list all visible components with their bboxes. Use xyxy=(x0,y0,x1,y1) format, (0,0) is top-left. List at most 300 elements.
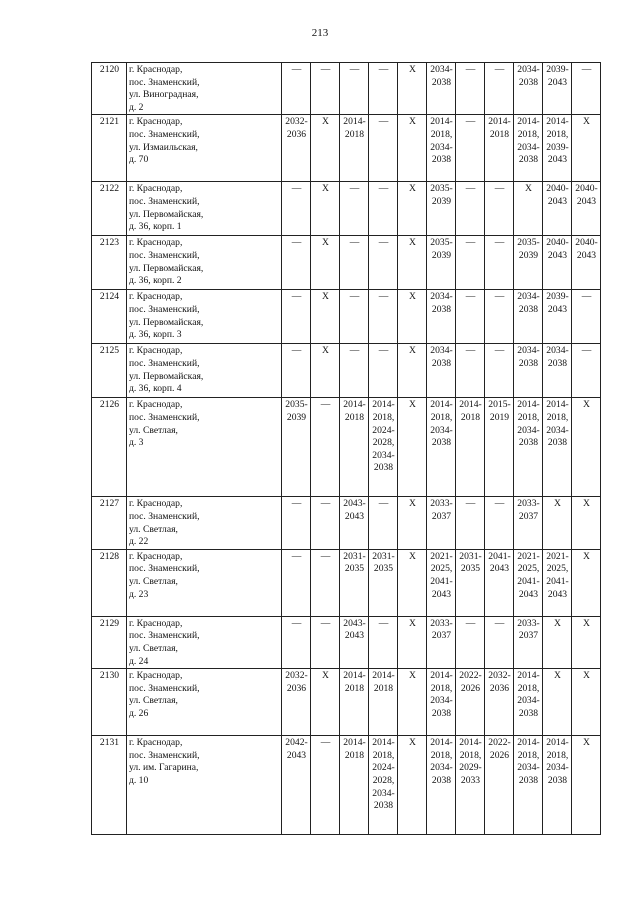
term-cell-3 xyxy=(340,398,369,497)
term-cell-6 xyxy=(427,182,456,236)
cell-value: 2014- xyxy=(372,399,395,411)
cell-value: X xyxy=(409,64,416,75)
table-row xyxy=(92,669,601,736)
cell-value: 2038 xyxy=(373,462,394,474)
term-cell-11 xyxy=(572,236,601,290)
cell-value: X xyxy=(409,345,416,357)
term-cell-8 xyxy=(485,549,514,616)
cell-value: — xyxy=(291,345,302,357)
cell-value: 2037 xyxy=(518,510,539,522)
cell-value: 2038 xyxy=(431,76,452,88)
cell-value: 2018, xyxy=(459,749,482,761)
row-number: 2131 xyxy=(92,736,127,835)
term-cell-2 xyxy=(311,182,340,236)
term-cell-9 xyxy=(514,182,543,236)
cell-value: — xyxy=(320,399,331,411)
term-cell-1 xyxy=(282,236,311,290)
term-cell-8 xyxy=(485,398,514,497)
cell-value: 2025, xyxy=(546,563,569,575)
cell-value: 2037 xyxy=(431,630,452,642)
term-cell-5 xyxy=(398,616,427,668)
cell-value: 2038 xyxy=(431,357,452,369)
table-row xyxy=(92,549,601,616)
row-number: 2125 xyxy=(92,344,127,398)
table-row xyxy=(92,290,601,344)
term-cell-6 xyxy=(427,736,456,835)
cell-value: 2034- xyxy=(430,345,453,357)
term-cell-9 xyxy=(514,398,543,497)
cell-value: 2034- xyxy=(517,141,540,153)
term-cell-4 xyxy=(369,236,398,290)
cell-value: 2034- xyxy=(430,291,453,303)
cell-value: 2043 xyxy=(547,588,568,600)
term-cell-6 xyxy=(427,669,456,736)
term-cell-1 xyxy=(282,115,311,182)
term-cell-5 xyxy=(398,290,427,344)
term-cell-7 xyxy=(456,549,485,616)
cell-value: 2039 xyxy=(431,249,452,261)
term-cell-9 xyxy=(514,290,543,344)
cell-value: 2014- xyxy=(488,116,511,128)
cell-value: 2018 xyxy=(344,411,365,423)
cell-value: 2032- xyxy=(285,670,308,682)
term-cell-6 xyxy=(427,398,456,497)
address-line: пос. Знаменский, xyxy=(129,128,200,140)
cell-value: 2034- xyxy=(372,787,395,799)
address-line: пос. Знаменский, xyxy=(129,76,200,88)
term-cell-1 xyxy=(282,398,311,497)
cell-value: 2031- xyxy=(343,550,366,562)
term-cell-3 xyxy=(340,549,369,616)
cell-value: 2014- xyxy=(459,399,482,411)
term-cell-4 xyxy=(369,63,398,115)
term-cell-9 xyxy=(514,616,543,668)
address-line: г. Краснодар, xyxy=(129,237,183,249)
term-cell-7 xyxy=(456,669,485,736)
term-cell-5 xyxy=(398,549,427,616)
term-cell-5 xyxy=(398,182,427,236)
address-line: пос. Знаменский, xyxy=(129,630,200,642)
address-line: д. 36, корп. 1 xyxy=(129,221,182,233)
term-cell-2 xyxy=(311,63,340,115)
cell-value: X xyxy=(583,737,590,749)
address-line: д. 22 xyxy=(129,536,149,548)
term-cell-1 xyxy=(282,63,311,115)
term-cell-6 xyxy=(427,344,456,398)
cell-value: 2035- xyxy=(517,237,540,249)
cell-value: 2018 xyxy=(373,682,394,694)
cell-value: 2043 xyxy=(547,76,568,88)
term-cell-2 xyxy=(311,115,340,182)
term-cell-7 xyxy=(456,63,485,115)
cell-value: 2014- xyxy=(343,737,366,749)
term-cell-3 xyxy=(340,115,369,182)
address-cell xyxy=(127,290,282,344)
cell-value: 2014- xyxy=(430,737,453,749)
cell-value: 2014- xyxy=(517,670,540,682)
cell-value: X xyxy=(322,183,329,195)
cell-value: — xyxy=(291,64,302,75)
cell-value: — xyxy=(494,64,505,75)
address-line: г. Краснодар, xyxy=(129,64,183,75)
cell-value: — xyxy=(494,291,505,303)
cell-value: 2034- xyxy=(517,291,540,303)
term-cell-2 xyxy=(311,549,340,616)
cell-value: 2014- xyxy=(459,737,482,749)
cell-value: 2043- xyxy=(343,498,366,510)
address-line: г. Краснодар, xyxy=(129,399,183,411)
address-line: г. Краснодар, xyxy=(129,617,183,629)
address-line: г. Краснодар, xyxy=(129,116,183,128)
cell-value: — xyxy=(378,64,389,75)
term-cell-1 xyxy=(282,344,311,398)
cell-value: 2021- xyxy=(517,550,540,562)
address-line: д. 2 xyxy=(129,101,144,113)
address-line: пос. Знаменский, xyxy=(129,411,200,423)
cell-value: 2034- xyxy=(430,141,453,153)
cell-value: X xyxy=(409,550,416,562)
row-number: 2127 xyxy=(92,497,127,549)
term-cell-11 xyxy=(572,549,601,616)
cell-value: 2018, xyxy=(517,749,540,761)
cell-value: — xyxy=(320,498,331,510)
cell-value: 2038 xyxy=(518,303,539,315)
cell-value: 2018 xyxy=(344,749,365,761)
term-cell-3 xyxy=(340,616,369,668)
address-line: ул. Светлая, xyxy=(129,642,178,654)
term-cell-3 xyxy=(340,236,369,290)
term-cell-4 xyxy=(369,497,398,549)
cell-value: 2025, xyxy=(430,563,453,575)
cell-value: 2043 xyxy=(547,249,568,261)
cell-value: — xyxy=(581,291,592,303)
term-cell-2 xyxy=(311,236,340,290)
term-cell-2 xyxy=(311,669,340,736)
cell-value: 2035 xyxy=(460,563,481,575)
term-cell-3 xyxy=(340,182,369,236)
cell-value: 2038 xyxy=(518,774,539,786)
term-cell-4 xyxy=(369,398,398,497)
cell-value: 2034- xyxy=(517,345,540,357)
cell-value: 2034- xyxy=(430,762,453,774)
term-cell-7 xyxy=(456,115,485,182)
term-cell-10 xyxy=(543,398,572,497)
term-cell-9 xyxy=(514,236,543,290)
row-number: 2126 xyxy=(92,398,127,497)
cell-value: 2021- xyxy=(430,550,453,562)
cell-value: 2038 xyxy=(547,357,568,369)
term-cell-4 xyxy=(369,669,398,736)
cell-value: 2014- xyxy=(343,116,366,128)
table-row xyxy=(92,63,601,115)
term-cell-6 xyxy=(427,115,456,182)
cell-value: X xyxy=(583,550,590,562)
term-cell-5 xyxy=(398,236,427,290)
cell-value: 2033- xyxy=(517,498,540,510)
cell-value: X xyxy=(583,116,590,128)
cell-value: 2043 xyxy=(576,195,597,207)
term-cell-3 xyxy=(340,290,369,344)
term-cell-6 xyxy=(427,549,456,616)
address-cell xyxy=(127,236,282,290)
term-cell-8 xyxy=(485,616,514,668)
term-cell-11 xyxy=(572,63,601,115)
cell-value: X xyxy=(409,399,416,411)
term-cell-8 xyxy=(485,182,514,236)
term-cell-10 xyxy=(543,344,572,398)
cell-value: 2024- xyxy=(372,424,395,436)
cell-value: 2015- xyxy=(488,399,511,411)
term-cell-2 xyxy=(311,497,340,549)
term-cell-5 xyxy=(398,115,427,182)
term-cell-8 xyxy=(485,236,514,290)
cell-value: 2034- xyxy=(430,424,453,436)
cell-value: — xyxy=(378,237,389,249)
cell-value: — xyxy=(320,550,331,562)
address-line: ул. Светлая, xyxy=(129,424,178,436)
cell-value: 2035- xyxy=(430,183,453,195)
address-line: д. 36, корп. 3 xyxy=(129,329,182,341)
cell-value: 2041- xyxy=(517,575,540,587)
cell-value: 2038 xyxy=(518,154,539,166)
cell-value: 2038 xyxy=(431,437,452,449)
cell-value: 2033- xyxy=(517,617,540,629)
address-line: пос. Знаменский, xyxy=(129,249,200,261)
cell-value: 2040- xyxy=(575,183,598,195)
term-cell-7 xyxy=(456,736,485,835)
cell-value: 2043 xyxy=(489,563,510,575)
term-cell-10 xyxy=(543,63,572,115)
cell-value: 2036 xyxy=(286,128,307,140)
cell-value: 2034- xyxy=(546,424,569,436)
address-line: г. Краснодар, xyxy=(129,670,183,682)
term-cell-4 xyxy=(369,616,398,668)
cell-value: 2041- xyxy=(430,575,453,587)
cell-value: 2033- xyxy=(430,498,453,510)
cell-value: — xyxy=(349,183,360,195)
term-cell-9 xyxy=(514,497,543,549)
term-cell-11 xyxy=(572,497,601,549)
cell-value: 2037 xyxy=(518,630,539,642)
cell-value: 2041- xyxy=(488,550,511,562)
term-cell-3 xyxy=(340,497,369,549)
cell-value: 2026 xyxy=(460,682,481,694)
table-row xyxy=(92,497,601,549)
cell-value: X xyxy=(409,237,416,249)
term-cell-7 xyxy=(456,290,485,344)
address-line: ул. Первомайская, xyxy=(129,316,204,328)
cell-value: 2033- xyxy=(430,617,453,629)
address-line: д. 24 xyxy=(129,655,149,667)
term-cell-7 xyxy=(456,398,485,497)
cell-value: X xyxy=(409,617,416,629)
term-cell-2 xyxy=(311,398,340,497)
row-number: 2121 xyxy=(92,115,127,182)
cell-value: 2018, xyxy=(430,411,453,423)
cell-value: X xyxy=(554,670,561,682)
cell-value: 2034- xyxy=(517,64,540,75)
cell-value: 2039 xyxy=(518,249,539,261)
cell-value: 2029- xyxy=(459,762,482,774)
address-line: д. 26 xyxy=(129,707,149,719)
cell-value: 2039- xyxy=(546,291,569,303)
address-line: пос. Знаменский, xyxy=(129,749,200,761)
term-cell-8 xyxy=(485,669,514,736)
address-line: пос. Знаменский, xyxy=(129,682,200,694)
term-cell-11 xyxy=(572,616,601,668)
cell-value: 2038 xyxy=(518,437,539,449)
term-cell-11 xyxy=(572,182,601,236)
term-cell-8 xyxy=(485,115,514,182)
cell-value: 2018 xyxy=(489,128,510,140)
cell-value: X xyxy=(409,291,416,303)
cell-value: X xyxy=(409,737,416,749)
cell-value: — xyxy=(291,498,302,510)
cell-value: X xyxy=(322,237,329,249)
cell-value: 2014- xyxy=(343,399,366,411)
address-line: пос. Знаменский, xyxy=(129,303,200,315)
cell-value: 2040- xyxy=(575,237,598,249)
term-cell-10 xyxy=(543,236,572,290)
row-number: 2120 xyxy=(92,63,127,115)
term-cell-1 xyxy=(282,182,311,236)
term-cell-8 xyxy=(485,344,514,398)
term-cell-1 xyxy=(282,290,311,344)
term-cell-10 xyxy=(543,182,572,236)
cell-value: — xyxy=(291,550,302,562)
cell-value: — xyxy=(494,617,505,629)
cell-value: 2014- xyxy=(546,399,569,411)
cell-value: X xyxy=(583,670,590,682)
cell-value: 2038 xyxy=(431,774,452,786)
cell-value: X xyxy=(322,116,329,128)
term-cell-11 xyxy=(572,398,601,497)
table-row xyxy=(92,398,601,497)
address-cell xyxy=(127,736,282,835)
cell-value: — xyxy=(291,237,302,249)
term-cell-6 xyxy=(427,63,456,115)
address-line: ул. Первомайская, xyxy=(129,262,204,274)
cell-value: X xyxy=(409,498,416,510)
term-cell-6 xyxy=(427,497,456,549)
cell-value: — xyxy=(349,237,360,249)
row-number: 2129 xyxy=(92,616,127,668)
cell-value: 2014- xyxy=(430,399,453,411)
address-cell xyxy=(127,669,282,736)
term-cell-8 xyxy=(485,63,514,115)
cell-value: 2038 xyxy=(373,800,394,812)
cell-value: 2018, xyxy=(546,749,569,761)
cell-value: 2038 xyxy=(431,303,452,315)
term-cell-4 xyxy=(369,736,398,835)
term-cell-9 xyxy=(514,549,543,616)
term-cell-7 xyxy=(456,344,485,398)
cell-value: 2014- xyxy=(546,737,569,749)
cell-value: — xyxy=(378,183,389,195)
cell-value: X xyxy=(322,670,329,682)
cell-value: 2038 xyxy=(518,707,539,719)
cell-value: 2025, xyxy=(517,563,540,575)
table-row xyxy=(92,236,601,290)
cell-value: X xyxy=(525,183,532,195)
term-cell-1 xyxy=(282,616,311,668)
address-cell xyxy=(127,616,282,668)
cell-value: 2018 xyxy=(344,682,365,694)
term-cell-2 xyxy=(311,616,340,668)
cell-value: X xyxy=(583,399,590,411)
cell-value: 2038 xyxy=(547,437,568,449)
row-number: 2128 xyxy=(92,549,127,616)
cell-value: 2018, xyxy=(546,411,569,423)
cell-value: — xyxy=(465,183,476,195)
cell-value: 2034- xyxy=(517,762,540,774)
cell-value: 2036 xyxy=(489,682,510,694)
cell-value: 2043- xyxy=(343,617,366,629)
term-cell-5 xyxy=(398,669,427,736)
address-line: д. 10 xyxy=(129,774,149,786)
term-cell-11 xyxy=(572,736,601,835)
cell-value: — xyxy=(378,291,389,303)
address-line: г. Краснодар, xyxy=(129,498,183,510)
term-cell-9 xyxy=(514,63,543,115)
table-row xyxy=(92,736,601,835)
cell-value: — xyxy=(494,237,505,249)
row-number: 2122 xyxy=(92,182,127,236)
cell-value: 2038 xyxy=(431,154,452,166)
term-cell-9 xyxy=(514,115,543,182)
address-line: г. Краснодар, xyxy=(129,550,183,562)
cell-value: 2043 xyxy=(547,154,568,166)
term-cell-10 xyxy=(543,290,572,344)
cell-value: X xyxy=(554,498,561,510)
cell-value: 2022- xyxy=(488,737,511,749)
cell-value: X xyxy=(409,116,416,128)
cell-value: — xyxy=(465,345,476,357)
term-cell-4 xyxy=(369,115,398,182)
cell-value: 2036 xyxy=(286,682,307,694)
term-cell-5 xyxy=(398,497,427,549)
cell-value: — xyxy=(465,498,476,510)
cell-value: — xyxy=(494,498,505,510)
term-cell-10 xyxy=(543,115,572,182)
cell-value: 2039 xyxy=(286,411,307,423)
cell-value: 2026 xyxy=(489,749,510,761)
cell-value: 2014- xyxy=(517,399,540,411)
address-cell xyxy=(127,344,282,398)
term-cell-7 xyxy=(456,616,485,668)
cell-value: 2018, xyxy=(372,411,395,423)
cell-value: 2042- xyxy=(285,737,308,749)
cell-value: 2021- xyxy=(546,550,569,562)
cell-value: — xyxy=(494,345,505,357)
term-cell-10 xyxy=(543,616,572,668)
row-number: 2124 xyxy=(92,290,127,344)
cell-value: 2034- xyxy=(517,424,540,436)
term-cell-8 xyxy=(485,497,514,549)
term-cell-2 xyxy=(311,736,340,835)
cell-value: 2034- xyxy=(546,762,569,774)
term-cell-4 xyxy=(369,549,398,616)
term-cell-6 xyxy=(427,616,456,668)
cell-value: 2028, xyxy=(372,437,395,449)
cell-value: 2018, xyxy=(430,682,453,694)
cell-value: 2041- xyxy=(546,575,569,587)
address-line: г. Краснодар, xyxy=(129,183,183,195)
term-cell-9 xyxy=(514,344,543,398)
term-cell-8 xyxy=(485,736,514,835)
cell-value: — xyxy=(581,345,592,357)
cell-value: 2014- xyxy=(517,737,540,749)
